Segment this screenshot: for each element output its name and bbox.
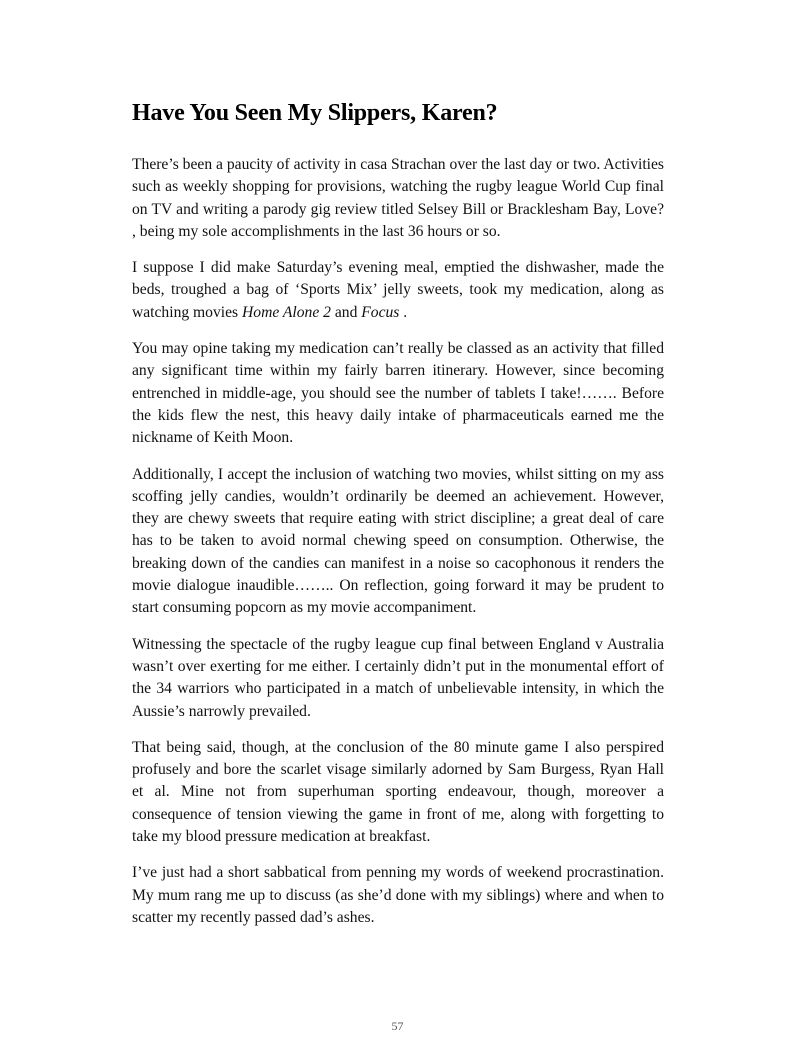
document-page <box>132 96 664 943</box>
paragraph-3: You may opine taking my medication can’t really be classed as an activity that filled any significant time within my fairly barren itinerary. However, since becoming entrenched in middle-age, you should see the number of tablets I take!……. Before the kids flew the nest, this heavy daily intake of pharmaceuticals earned me the nickname of Keith Moon. <box>132 340 664 447</box>
paragraph-7: I’ve just had a short sabbatical from penning my words of weekend procrastination. My mum rang me up to discuss (as she’d done with my siblings) where and when to scatter my recently passed dad’s ashes. <box>132 864 664 926</box>
movie-title-focus: Focus <box>361 303 400 321</box>
page-number: 57 <box>391 1019 404 1033</box>
paragraph-2-text: I suppose I did make Saturday’s evening meal, emptied the dishwasher, made the beds, troughed a bag of ‘Sports Mix’ jelly sweets, took my medication, along as watching movies <box>132 259 664 321</box>
paragraph-5: Witnessing the spectacle of the rugby league cup final between England v Australia wasn’t over exerting for me either. I certainly didn’t put in the monumental effort of the 34 warriors who participated in a match of unbelievable intensity, in which the Aussie’s narrowly prevailed. <box>132 635 664 720</box>
paragraph-4: Additionally, I accept the inclusion of watching two movies, whilst sitting on my ass scoffing jelly candies, wouldn’t ordinarily be deemed an achievement. However, they are chewy sweets that require eating with strict discipline; a great deal of care has to be taken to avoid normal chewing speed on consumption. Otherwise, the breaking down of the candies can manifest in a noise so cacophonous it renders the movie dialogue inaudible…….. On reflection, going forward it may be prudent to start consuming popcorn as my movie accompaniment. <box>132 465 664 617</box>
movie-title-home-alone-2: Home Alone 2 <box>242 303 331 321</box>
paragraph-1: There’s been a paucity of activity in casa Strachan over the last day or two. Activities such as weekly shopping for provisions, watching the rugby league World Cup final on TV and writing a parody gig review titled Selsey Bill or Bracklesham Bay, Love? , being my sole accomplishments in the last 36 hours or so. <box>132 156 664 240</box>
chapter-title: Have You Seen My Slippers, Karen? <box>132 100 498 126</box>
paragraph-2 <box>132 257 664 324</box>
paragraph-6: That being said, though, at the conclusion of the 80 minute game I also perspired profusely and bore the scarlet visage similarly adorned by Sam Burgess, Ryan Hall et al. Mine not from superhuman sporting endeavour, though, moreover a consequence of tension viewing the game in front of me, along with forgetting to take my blood pressure medication at breakfast. <box>132 738 664 846</box>
paragraph-2-end: . <box>399 303 408 321</box>
paragraph-2-conjunction: and <box>330 303 362 321</box>
